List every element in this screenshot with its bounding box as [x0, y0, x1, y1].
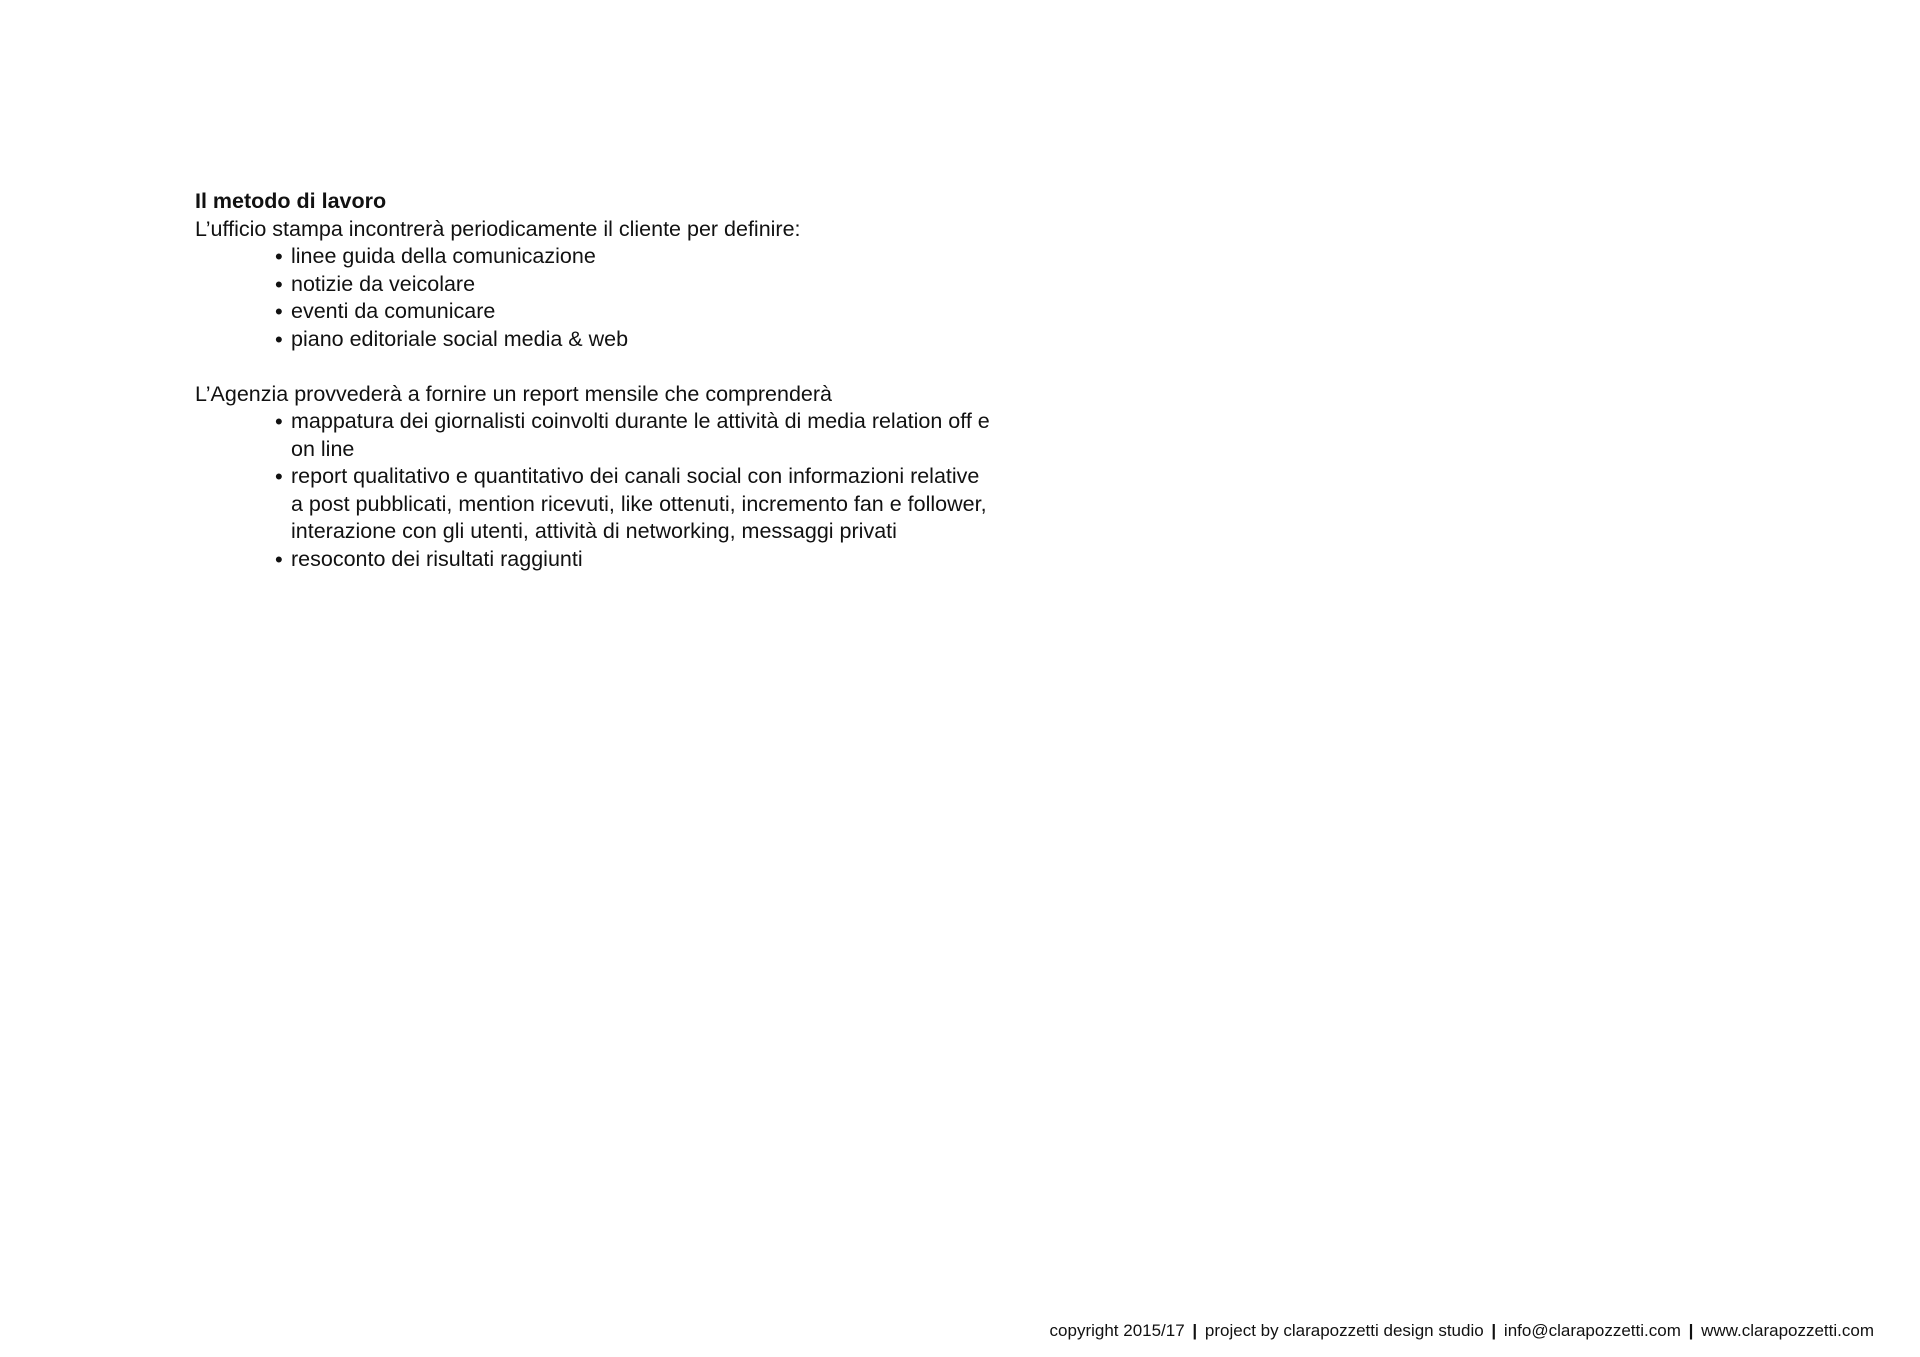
report-list [195, 408, 995, 573]
section-title: Il metodo di lavoro [195, 189, 387, 213]
list-item: • piano editoriale social media & web [277, 326, 995, 354]
footer-separator: | [1688, 1321, 1694, 1340]
spacer [195, 353, 995, 381]
footer-project: project by clarapozzetti design studio [1204, 1321, 1484, 1340]
footer-email-link[interactable]: info@clarapozzetti.com [1503, 1321, 1681, 1340]
list-item: • linee guida della comunicazione [277, 243, 995, 271]
list-item: • notizie da veicolare [277, 271, 995, 299]
list-item: • report qualitativo e quantitativo dei canali social con informazioni relative a post pubblicati, mention ricevuti, like ottenuti, incremento fan e follower, interazione con gli utenti, attività di networking, messaggi privati [277, 463, 995, 546]
intro-list [195, 243, 995, 353]
list-item: • mappatura dei giornalisti coinvolti durante le attività di media relation off e on line [277, 408, 995, 463]
footer-website-link[interactable]: www.clarapozzetti.com [1701, 1321, 1874, 1340]
document-body [195, 188, 995, 573]
list-item: • eventi da comunicare [277, 298, 995, 326]
report-intro-text: L’Agenzia provvederà a fornire un report mensile che comprenderà [195, 381, 833, 406]
footer-separator: | [1491, 1321, 1497, 1340]
footer-separator: | [1192, 1321, 1198, 1340]
footer-copyright: copyright 2015/17 [1049, 1321, 1185, 1340]
list-item: • resoconto dei risultati raggiunti [277, 546, 995, 574]
page-footer [1050, 1320, 1874, 1342]
intro-text: L’ufficio stampa incontrerà periodicamente il cliente per definire: [195, 216, 801, 241]
